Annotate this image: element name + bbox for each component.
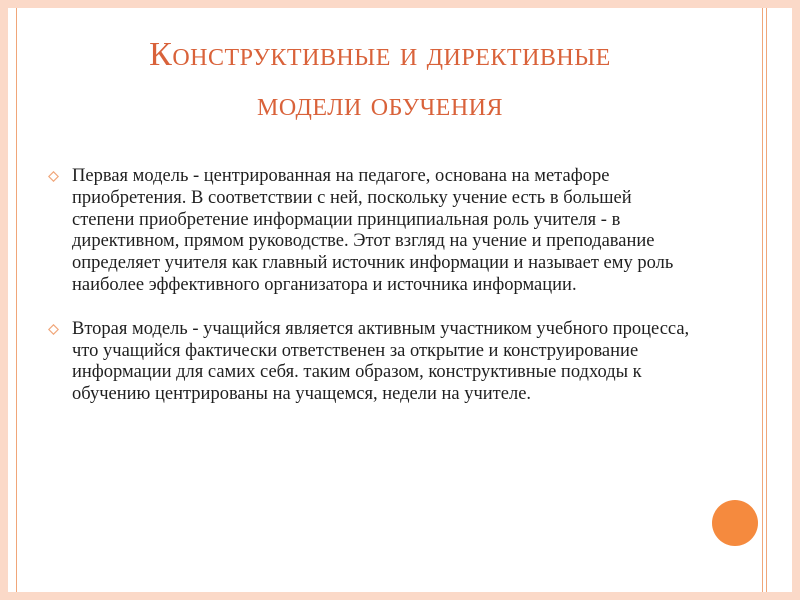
right-vertical-rule-outer xyxy=(762,8,763,592)
accent-circle xyxy=(712,500,758,546)
list-item xyxy=(48,319,698,406)
hollow-diamond-icon xyxy=(48,171,59,182)
slide-body xyxy=(48,166,698,428)
slide-title-line-1: Конструктивные и директивные xyxy=(149,36,611,73)
list-item-text: Вторая модель - учащийся является активным участником учебного процесса, что учащийся фактически ответственен за открытие и конструирование информации для самих себя. таким образом, конструктивные подходы к обучению центрированы на учащемся, недели на учителе. xyxy=(72,318,690,405)
hollow-diamond-icon xyxy=(48,324,59,335)
right-vertical-rule-inner xyxy=(766,8,767,592)
slide-title xyxy=(60,30,700,130)
list-item-text: Первая модель - центрированная на педагоге, основана на метафоре приобретения. В соответствии с ней, поскольку учение есть в большей степени приобретение информации принципиальная роль учителя - в директивном, прямом руководстве. Этот взгляд на учение и преподавание определяет учителя как главный источник информации и называет ему роль наиболее эффективного организатора и источника информации. xyxy=(72,166,674,295)
left-vertical-rule xyxy=(16,8,17,592)
list-item xyxy=(48,166,698,297)
slide-title-line-2: модели обучения xyxy=(257,86,503,123)
